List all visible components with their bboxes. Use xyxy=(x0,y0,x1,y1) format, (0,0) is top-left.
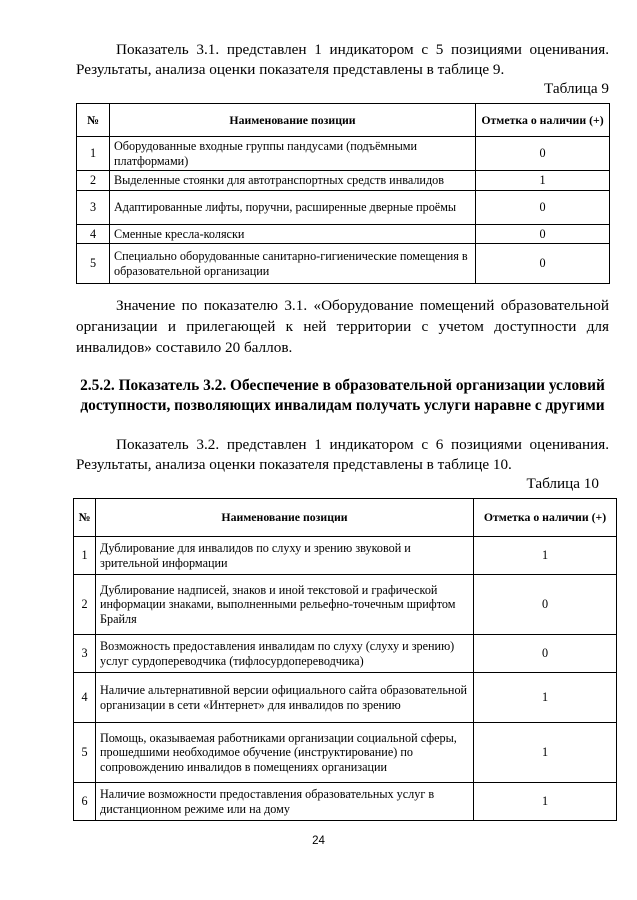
table-row: 2 Выделенные стоянки для автотранспортных средств инвалидов 1 xyxy=(77,171,610,191)
table-row: 5 Помощь, оказываемая работниками организации социальной сферы, прошедшими необходимое обучение (инструктирование) по сопровождению инвалидов в помещениях организации 1 xyxy=(74,723,617,783)
intro-paragraph-2: Показатель 3.2. представлен 1 индикатором с 6 позициями оценивания. Результаты, анализа оценки показателя представлены в таблице 10. xyxy=(76,436,609,473)
table-9-header-mark: Отметка о наличии (+) xyxy=(476,104,610,137)
conclusion-paragraph: Значение по показателю 3.1. «Оборудование помещений образовательной организации и прилегающей к ней территории с учетом доступности для инвалидов» составило 20 баллов. xyxy=(76,297,609,356)
table-row: 3 Адаптированные лифты, поручни, расширенные дверные проёмы 0 xyxy=(77,190,610,224)
table-10-header-mark: Отметка о наличии (+) xyxy=(474,499,617,537)
table-row: 6 Наличие возможности предоставления образовательных услуг в дистанционном режиме или на дому 1 xyxy=(74,783,617,821)
table-row: 5 Специально оборудованные санитарно-гигиенические помещения в образовательной организации 0 xyxy=(77,244,610,284)
table-9-header-num: № xyxy=(77,104,110,137)
table-row: 4 Наличие альтернативной версии официального сайта образовательной организации в сети «Интернет» для инвалидов по зрению 1 xyxy=(74,673,617,723)
table-row: 1 Дублирование для инвалидов по слуху и зрению звуковой и зрительной информации 1 xyxy=(74,537,617,575)
table-10-header-name: Наименование позиции xyxy=(96,499,474,537)
table-row: 3 Возможность предоставления инвалидам по слуху (слуху и зрению) услуг сурдопереводчика (тифлосурдопереводчика) 0 xyxy=(74,635,617,673)
table-9-header-name: Наименование позиции xyxy=(110,104,476,137)
table-10-caption: Таблица 10 xyxy=(526,475,599,492)
table-10-header-num: № xyxy=(74,499,96,537)
section-heading: 2.5.2. Показатель 3.2. Обеспечение в образовательной организации условий доступности, позволяющих инвалидам получать услуги наравне с другими xyxy=(80,377,605,414)
table-10 xyxy=(73,498,617,821)
intro-paragraph-1: Показатель 3.1. представлен 1 индикатором с 5 позициями оценивания. Результаты, анализа оценки показателя представлены в таблице 9. xyxy=(76,41,609,78)
table-9-caption: Таблица 9 xyxy=(544,80,609,97)
table-row: 2 Дублирование надписей, знаков и иной текстовой и графической информации знаками, выполненными рельефно-точечным шрифтом Брайля 0 xyxy=(74,575,617,635)
page-number: 24 xyxy=(312,835,325,847)
table-row: 1 Оборудованные входные группы пандусами (подъёмными платформами) 0 xyxy=(77,137,610,171)
table-9 xyxy=(76,103,610,284)
table-row: 4 Сменные кресла-коляски 0 xyxy=(77,224,610,244)
